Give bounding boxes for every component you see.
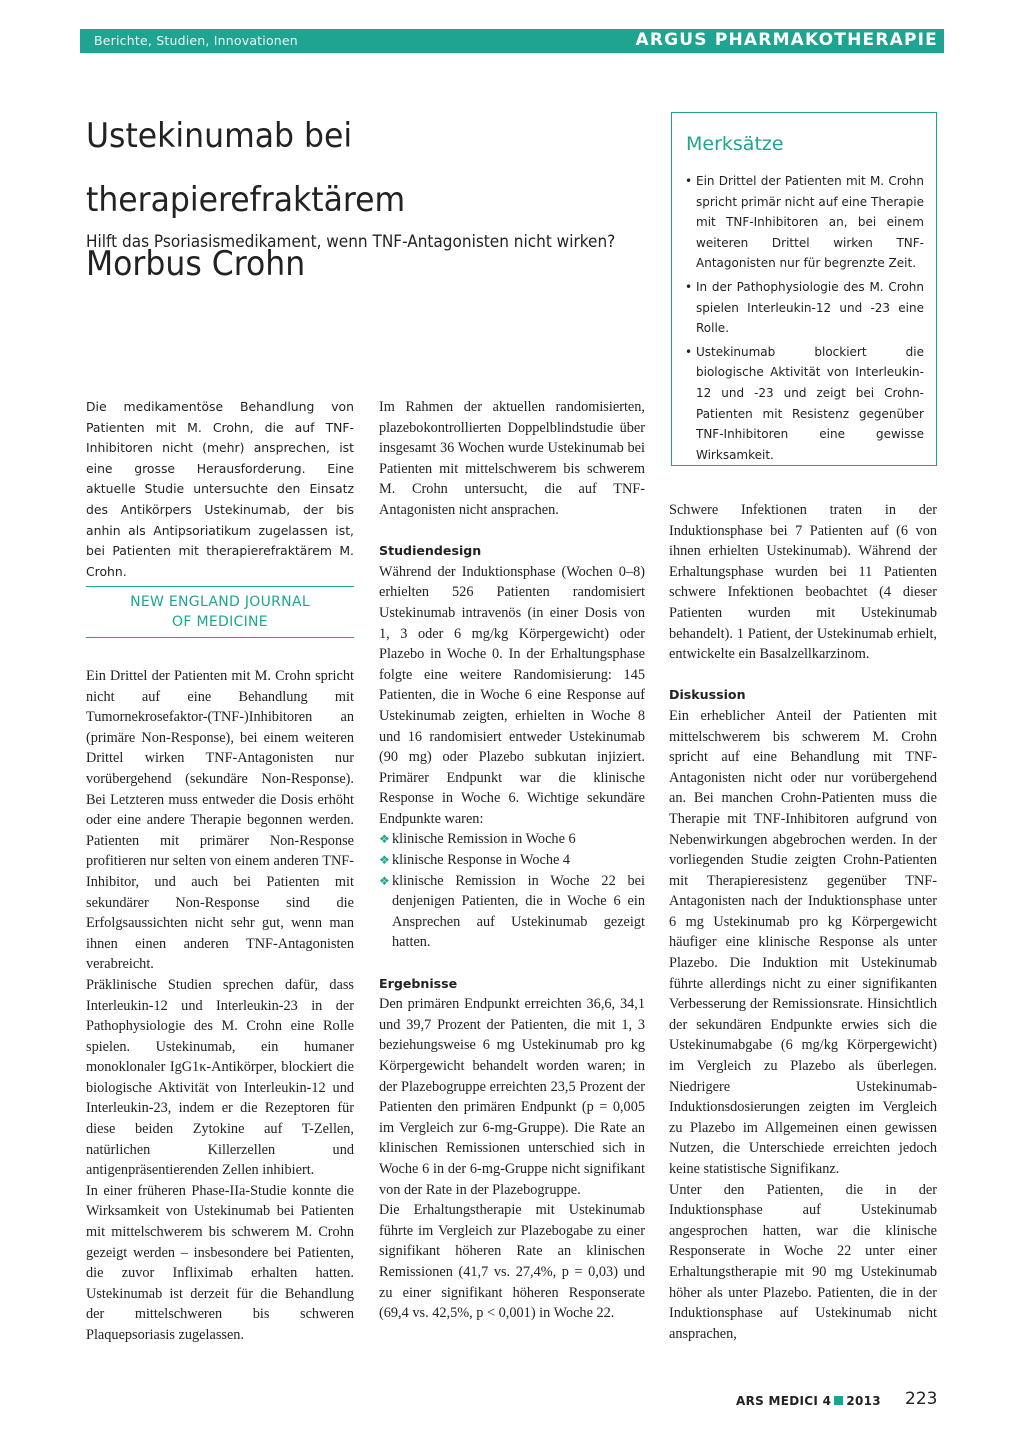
body-paragraph: Ein erheblicher Anteil der Patienten mit mittelschwerem bis schwerem M. Crohn spricht auf eine Behandlung mit TNF-Antagonisten nicht oder nur vorübergehend an. Bei manchen Crohn-Patienten muss die Therapie mit TNF-Inhibitoren aufgrund von Nebenwirkungen abgebrochen werden. In der vorliegenden Studie zeigten Crohn-Patienten mit Therapieresistenz gegenüber TNF-Antagonisten nach der Induktionsphase unter 6 mg Ustekinumab pro kg Körpergewicht häufiger eine klinische Response als unter Plazebo. Die Induktion mit Ustekinumab führte allerdings nicht zu einer signifikanten Verbesserung der Remissionsrate. Hinsichtlich der sekundären Endpunkte erwies sich die Ustekinumabgabe (6 mg/kg Körpergewicht) im Vergleich zu Plazebo als überlegen. Niedrigere Ustekinumab-Induktionsdosierungen zeigten im Vergleich zu Plazebo im Allgemeinen einen gewissen Nutzen, die Unterschiede erreichten jedoch keine statistische Signifikanz. [669, 707, 937, 1177]
merksatz-item: • Ein Drittel der Patienten mit M. Crohn spricht primär nicht auf eine Therapie mit TNF-Inhibitoren an, bei einem weiteren Drittel wirken TNF-Antagonisten nur für begrenzte Zeit. [684, 171, 924, 274]
body-paragraph: In einer früheren Phase-IIa-Studie konnte die Wirksamkeit von Ustekinumab bei Patienten mit mittelschwerem bis schwerem M. Crohn gezeigt werden – insbesondere bei Patienten, die zuvor Infliximab erhalten hatten. Ustekinumab ist derzeit für die Behandlung der mittelschweren bis schweren Plaquepsoriasis zugelassen. [86, 1182, 354, 1343]
article-subtitle: Hilft das Psoriasismedikament, wenn TNF-Antagonisten nicht wirken? [86, 232, 616, 252]
article-title-line1: Ustekinumab bei therapierefraktärem [86, 116, 406, 219]
section-label: Berichte, Studien, Innovationen [94, 33, 298, 48]
source-journal-line1: NEW ENGLAND JOURNAL [130, 594, 310, 610]
endpoint-item [379, 829, 645, 850]
body-paragraph: Während der Induktionsphase (Wochen 0–8) erhielten 526 Patienten randomisiert Ustekinumab intravenös (in einer Dosis von 1, 3 oder 6 mg/kg Körpergewicht) oder Plazebo in Woche 0. In der Erhaltungsphase folgte eine weitere Randomisierung: 145 Patienten, die in Woche 6 eine Response auf Ustekinumab zeigten, erhielten in Woche 8 und 16 randomisiert entweder Ustekinumab (90 mg) oder Plazebo subkutan injiziert. Primärer Endpunkt war die klinische Response in Woche 6. Wichtige sekundäre Endpunkte waren: [379, 563, 645, 827]
body-paragraph: Im Rahmen der aktuellen randomisierten, plazebokontrollierten Doppelblindstudie über insgesamt 36 Wochen wurde Ustekinumab bei Patienten mit mittelschwerem bis schwerem M. Crohn untersucht, die auf TNF-Antagonisten nicht ansprachen. [379, 399, 645, 518]
merksaetze-list [684, 171, 924, 468]
diamond-bullet-icon: ❖ [379, 873, 390, 888]
article-title-line2: Morbus Crohn [86, 244, 306, 283]
article-title [86, 104, 612, 296]
body-paragraph: Ein Drittel der Patienten mit M. Crohn spricht nicht auf eine Behandlung mit Tumornekrosefaktor-(TNF-)Inhibitoren an (primäre Non-Response), bei einem weiteren Drittel wirken TNF-Antagonisten nur vorübergehend (sekundäre Non-Response). Bei Letzteren muss entweder die Dosis erhöht oder eine andere Therapie begonnen werden. Patienten mit primärer Non-Response profitieren nur selten von einem anderen TNF-Inhibitor, und auch bei Patienten mit sekundärer Non-Response sind die Erfolgsaussichten nicht sehr gut, wenn man ihnen einen anderen TNF-Antagonisten verabreicht. [86, 668, 354, 973]
endpoint-text: klinische Remission in Woche 22 bei denjenigen Patienten, die in Woche 6 ein Ansprechen auf Ustekinumab gezeigt hatten. [392, 872, 645, 951]
heading-diskussion: Diskussion [669, 687, 746, 703]
endpoint-text: klinische Response in Woche 4 [392, 852, 571, 869]
body-column-2 [379, 397, 645, 1324]
body-paragraph: Schwere Infektionen traten in der Induktionsphase bei 7 Patienten auf (6 von ihnen erhielten Ustekinumab). Während der Erhaltungsphase wurden bei 11 Patienten schwere Infektionen beobachtet (4 dieser Patienten wurden mit Ustekinumab behandelt). 1 Patient, der Ustekinumab erhielt, entwickelte ein Basalzellkarzinom. [669, 502, 937, 663]
header-bar [80, 29, 944, 53]
article-lead: Die medikamentöse Behandlung von Patienten mit M. Crohn, die auf TNF-Inhibitoren nicht (mehr) ansprechen, ist eine grosse Herausforderung. Eine aktuelle Studie untersuchte den Einsatz des Antikörpers Ustekinumab, der bis anhin als Antipsoriatikum zugelassen ist, bei Patienten mit therapierefraktärem M. Crohn. [86, 399, 354, 579]
endpoint-text: klinische Remission in Woche 6 [392, 831, 576, 848]
footer-year: 2013 [846, 1394, 881, 1408]
page-number: 223 [905, 1389, 938, 1409]
brand-label: ARGUS PHARMAKOTHERAPIE [635, 30, 938, 50]
merksatz-item: • In der Pathophysiologie des M. Crohn spielen Interleukin-12 und -23 eine Rolle. [684, 277, 924, 339]
endpoint-item [379, 850, 645, 871]
source-journal-box [86, 586, 354, 638]
endpoint-list [379, 829, 645, 953]
footer-journal-name: ARS MEDICI 4 [736, 1394, 832, 1408]
body-column-1 [86, 666, 354, 1346]
diamond-bullet-icon: ❖ [379, 832, 390, 847]
body-paragraph: Präklinische Studien sprechen dafür, dass Interleukin-12 und Interleukin-23 in der Pathophysiologie des M. Crohn eine Rolle spielen. Ustekinumab, ein humaner monoklonaler IgG1κ-Antikörper, blockiert die biologische Aktivität von Interleukin-12 und Interleukin-23, indem er die Rezeptoren für diese beiden Zytokine auf T-Zellen, natürlichen Killerzellen und antigenpräsentierenden Zellen inhibiert. [86, 976, 354, 1179]
body-column-3 [669, 500, 937, 1344]
merksaetze-heading: Merksätze [686, 133, 784, 155]
source-journal-line2: OF MEDICINE [172, 614, 268, 630]
merksaetze-box [671, 112, 937, 466]
endpoint-item [379, 871, 645, 953]
body-paragraph: Den primären Endpunkt erreichten 36,6, 34,1 und 39,7 Prozent der Patienten, die mit 1, 3 beziehungsweise 6 mg Ustekinumab pro kg Körpergewicht behandelt worden waren; in der Plazebogruppe erreichten 23,5 Prozent der Patienten den primären Endpunkt (p = 0,005 im Vergleich zur 6-mg-Gruppe). Die Rate an klinischen Remissionen unterschied sich in Woche 6 in der 6-mg-Gruppe nicht signifikant von der Rate in der Plazebogruppe. [379, 996, 645, 1198]
body-paragraph: Unter den Patienten, die in der Induktionsphase auf Ustekinumab angesprochen hatten, war die klinische Responserate in Woche 22 unter einer Erhaltungstherapie mit 90 mg Ustekinumab höher als unter Plazebo. Patienten, die in der Induktionsphase auf Ustekinumab nicht ansprachen, [669, 1181, 937, 1342]
merksatz-item: • Ustekinumab blockiert die biologische Aktivität von Interleukin-12 und -23 und zeigt bei Crohn-Patienten mit Resistenz gegenüber TNF-Inhibitoren eine gewisse Wirksamkeit. [684, 342, 924, 466]
heading-studiendesign: Studiendesign [379, 543, 482, 559]
body-paragraph: Die Erhaltungstherapie mit Ustekinumab führte im Vergleich zur Plazebogabe zu einer signifikant höheren Rate an klinischen Remissionen (41,7 vs. 27,4%, p = 0,03) und zu einer signifikant höheren Responserate (69,4 vs. 42,5%, p < 0,001) in Woche 22. [379, 1202, 645, 1322]
footer-journal [736, 1394, 881, 1408]
heading-ergebnisse: Ergebnisse [379, 975, 458, 991]
square-separator-icon [834, 1396, 843, 1405]
diamond-bullet-icon: ❖ [379, 853, 390, 868]
